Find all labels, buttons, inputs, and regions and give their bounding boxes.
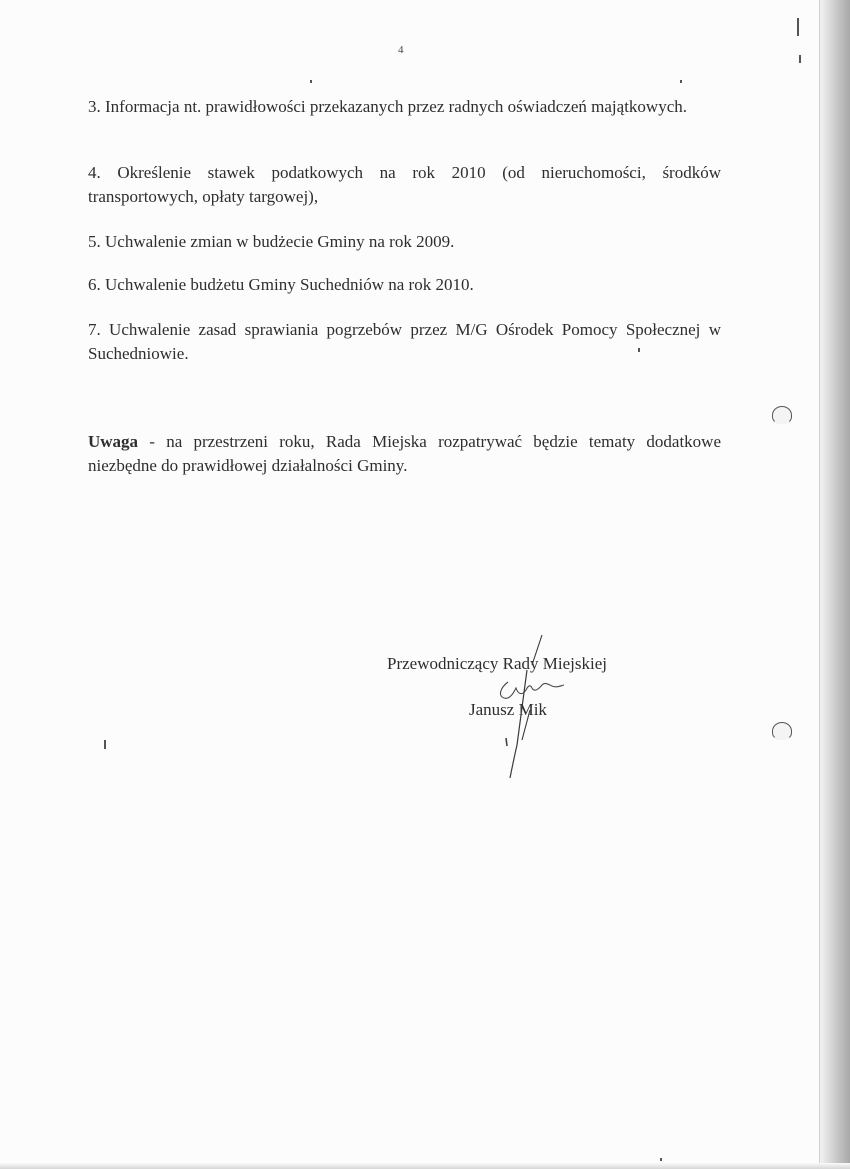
page-number: 4 <box>398 44 404 56</box>
scan-speck <box>638 348 640 352</box>
punch-hole <box>772 722 792 740</box>
signature-name: Janusz Mik <box>469 700 547 719</box>
scan-speck <box>799 55 801 63</box>
note-text: - na przestrzeni roku, Rada Miejska rozpatrywać będzie tematy dodatkowe niezbędne do prawidłowej działalności Gminy. <box>88 432 721 475</box>
punch-hole <box>772 406 792 424</box>
scan-right-edge <box>820 0 850 1169</box>
handwritten-signature <box>470 630 580 780</box>
signature-title: Przewodniczący Rady Miejskiej <box>387 654 607 673</box>
scan-speck <box>660 1158 662 1161</box>
note-label: Uwaga <box>88 432 139 451</box>
note-paragraph <box>88 430 721 478</box>
agenda-item-3: 3. Informacja nt. prawidłowości przekazanych przez radnych oświadczeń majątkowych. <box>88 97 687 116</box>
agenda-item-4: 4. Określenie stawek podatkowych na rok 2010 (od nieruchomości, środków transportowych, opłaty targowej), <box>88 163 721 206</box>
scan-bottom-edge <box>0 1163 850 1169</box>
scan-speck <box>104 740 106 749</box>
agenda-item-5: 5. Uchwalenie zmian w budżecie Gminy na rok 2009. <box>88 232 455 251</box>
agenda-item-6: 6. Uchwalenie budżetu Gminy Suchedniów na rok 2010. <box>88 275 474 294</box>
scan-speck <box>797 18 799 36</box>
agenda-item-7: 7. Uchwalenie zasad sprawiania pogrzebów przez M/G Ośrodek Pomocy Społecznej w Suchedniowie. <box>88 320 721 363</box>
scan-speck <box>680 80 682 83</box>
scan-speck <box>310 80 312 83</box>
